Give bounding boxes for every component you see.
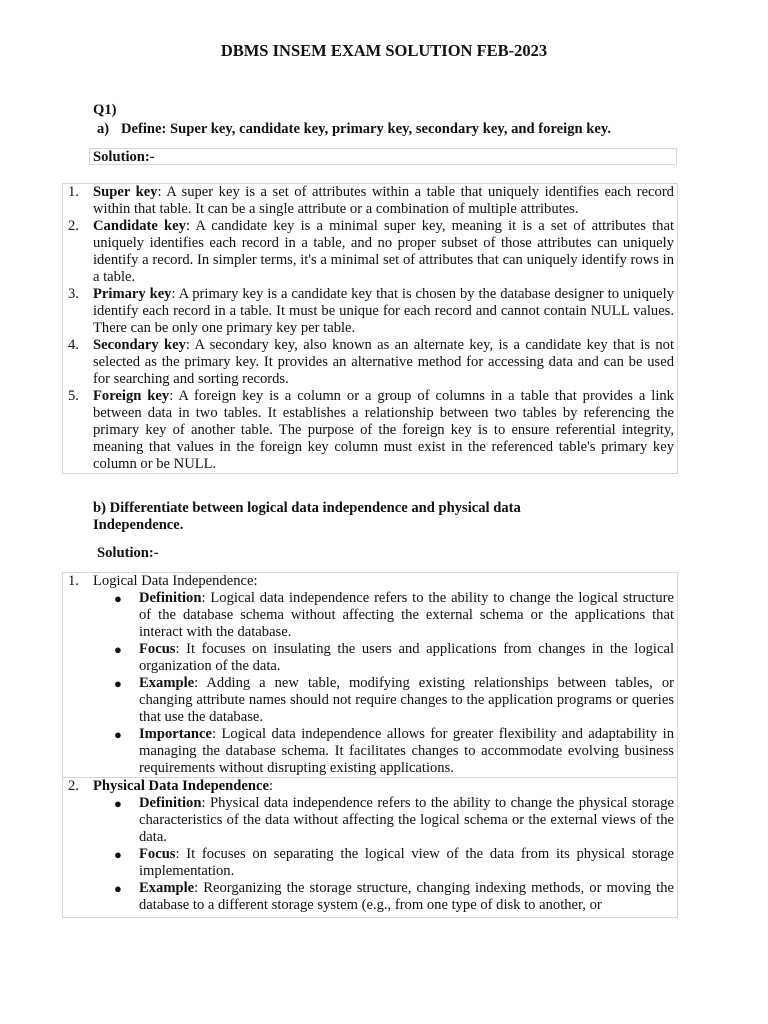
item-text: : A candidate key is a minimal super key, meaning it is a set of attributes that uniquely identifies each record in a table, and no proper subset of those attributes can uniquely identify a record. In simpler terms, it's a minimal set of attributes that can uniquely identify rows in a table. [93, 218, 674, 285]
physical-bullets [63, 795, 677, 914]
bullet-text: : It focuses on insulating the users and applications from changes in the logical organization of the data. [139, 641, 674, 674]
bullet-term: Example [139, 880, 195, 896]
definitions-list [63, 184, 677, 473]
bullet-icon: ● [114, 642, 122, 657]
definitions-box [62, 183, 678, 474]
item-colon: : [253, 573, 258, 589]
bullet-term: Example [139, 675, 195, 691]
item-text: : A super key is a set of attributes within a table that uniquely identifies each record within that table. It can be a single attribute or a combination of multiple attributes. [93, 184, 674, 217]
question-a-text: Define: Super key, candidate key, primary key, secondary key, and foreign key. [121, 121, 611, 137]
item-text: : A secondary key, also known as an alternate key, is a candidate key that is not selected as the primary key. It provides an alternative method for accessing data and can be used for searching and sorting records. [93, 337, 674, 387]
item-number: 4. [68, 337, 79, 353]
list-item [63, 184, 677, 218]
physical-heading [63, 777, 677, 795]
item-number: 1. [68, 184, 79, 200]
item-term: Primary key [93, 286, 172, 302]
item-term: Candidate key [93, 218, 186, 234]
item-term: Foreign key [93, 388, 170, 404]
solution-b-label: Solution:- [97, 545, 159, 561]
item-number: 2. [68, 778, 79, 794]
bullet-item [63, 675, 677, 726]
bullet-text: : Logical data independence allows for greater flexibility and adaptability in managing the database schema. It facilitates changes to accommodate evolving business requirements without disrupting existing applications. [139, 726, 674, 776]
bullet-item [63, 880, 677, 914]
bullet-icon: ● [114, 676, 122, 691]
bullet-item [63, 846, 677, 880]
bullet-text: : It focuses on separating the logical view of the data from its physical storage implementation. [139, 846, 674, 879]
bullet-icon: ● [114, 796, 122, 811]
bullet-icon: ● [114, 847, 122, 862]
item-number: 3. [68, 286, 79, 302]
logical-heading [63, 573, 677, 590]
list-item [63, 218, 677, 286]
bullet-term: Definition [139, 795, 202, 811]
item-term: Secondary key [93, 337, 186, 353]
item-text: : A primary key is a candidate key that is chosen by the database designer to uniquely identify each record in a table. It must be unique for each record and cannot contain NULL values. There can be only one primary key per table. [93, 286, 674, 336]
bullet-item [63, 641, 677, 675]
list-item [63, 388, 677, 473]
independence-box [62, 572, 678, 918]
question-label: Q1) [93, 102, 117, 118]
page-title: DBMS INSEM EXAM SOLUTION FEB-2023 [220, 41, 548, 60]
question-b: b) Differentiate between logical data independence and physical data Independence. [93, 500, 521, 533]
bullet-icon: ● [114, 591, 122, 606]
item-term: Physical Data Independence [93, 778, 269, 794]
bullet-term: Importance [139, 726, 212, 742]
bullet-text: : Reorganizing the storage structure, changing indexing methods, or moving the database to a different storage system (e.g., from one type of disk to another, or [139, 880, 674, 913]
question-a [97, 121, 611, 138]
bullet-text: : Adding a new table, modifying existing relationships between tables, or changing attribute names should not require changes to the application programs or queries that use the database. [139, 675, 674, 725]
bullet-text: : Logical data independence refers to the ability to change the logical structure of the database schema without affecting the external schema or the applications that interact with the database. [139, 590, 674, 640]
item-term: Logical Data Independence [93, 573, 254, 589]
list-item [63, 286, 677, 337]
item-text: : A foreign key is a column or a group of columns in a table that provides a link between data in two tables. It establishes a relationship between two tables by referencing the primary key of another table. The purpose of the foreign key is to ensure referential integrity, meaning that values in the foreign key column must exist in the referenced table's primary key column or be NULL. [93, 388, 674, 472]
item-colon: : [268, 778, 274, 794]
bullet-icon: ● [114, 727, 122, 742]
bullet-term: Focus [139, 641, 176, 657]
solution-a-label: Solution:- [89, 148, 677, 165]
item-number: 1. [68, 573, 79, 589]
bullet-icon: ● [114, 881, 122, 896]
bullet-item [63, 726, 677, 777]
item-number: 5. [68, 388, 79, 404]
bullet-text: : Physical data independence refers to the ability to change the physical storage characteristics of the data without affecting the logical schema or the external views of the data. [139, 795, 674, 845]
bullet-term: Focus [139, 846, 176, 862]
logical-bullets [63, 590, 677, 777]
bullet-item [63, 795, 677, 846]
bullet-item [63, 590, 677, 641]
item-number: 2. [68, 218, 79, 234]
item-term: Super key [93, 184, 158, 200]
question-a-letter: a) [97, 121, 110, 137]
bullet-term: Definition [139, 590, 202, 606]
list-item [63, 337, 677, 388]
